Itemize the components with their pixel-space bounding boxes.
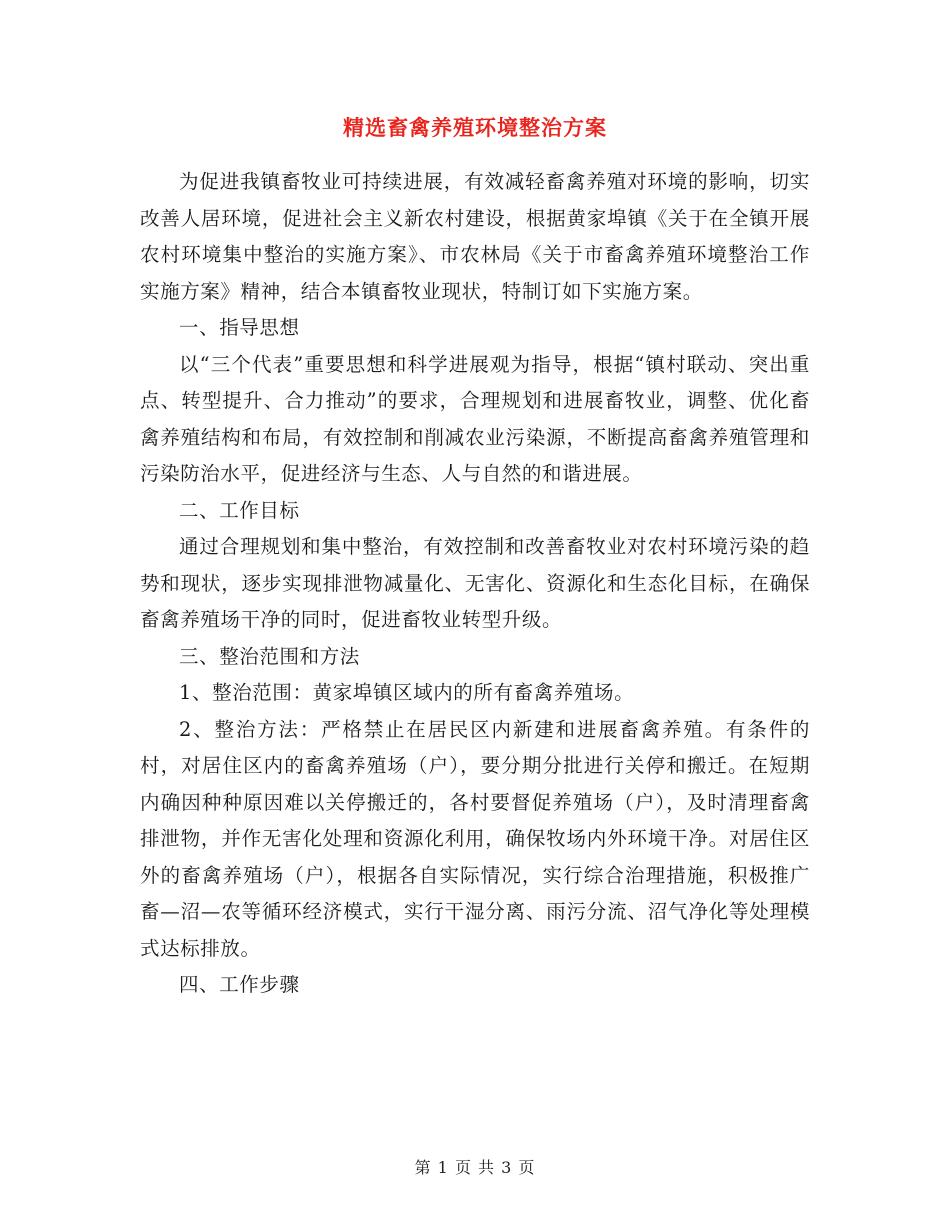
heading-scope-methods: 三、整治范围和方法: [179, 644, 360, 668]
heading-work-steps: 四、工作步骤: [179, 973, 300, 996]
heading-guiding-ideology: 一、指导思想: [179, 316, 300, 339]
paragraph-work-goals: 通过合理规划和集中整治，有效控制和改善畜牧业对农村环境污染的趋势和现状，逐步实现排泄物减量化、无害化、资源化和生态化目标，在确保畜禽养殖场干净的同时，促进畜牧业转型升级。: [140, 535, 810, 631]
paragraph-scope: 1、整治范围：黄家埠镇区域内的所有畜禽养殖场。: [179, 681, 635, 704]
paragraph-methods: 2、整治方法：严格禁止在居民区内新建和进展畜禽养殖。有条件的村，对居住区内的畜禽养殖场（户），要分期分批进行关停和搬迁。在短期内确因种种原因难以关停搬迁的，各村要督促养殖场（户），及时清理畜禽排泄物，并作无害化处理和资源化利用，确保牧场内外环境干净。对居住区外的畜禽养殖场（户），根据各自实际情况，实行综合治理措施，积极推广畜—沼—农等循环经济模式，实行干湿分离、雨污分流、沼气净化等处理模式达标排放。: [140, 717, 810, 960]
page-number: 第 1 页 共 3 页: [414, 1158, 536, 1177]
document-body: [140, 164, 810, 1004]
heading-work-goals: 二、工作目标: [179, 498, 300, 522]
paragraph-guiding-ideology: 以“三个代表”重要思想和科学进展观为指导，根据“镇村联动、突出重点、转型提升、合力推动”的要求，合理规划和进展畜牧业，调整、优化畜禽养殖结构和布局，有效控制和削减农业污染源，不断提高畜禽养殖管理和污染防治水平，促进经济与生态、人与自然的和谐进展。: [140, 352, 810, 485]
paragraph-intro: 为促进我镇畜牧业可持续进展，有效减轻畜禽养殖对环境的影响，切实改善人居环境，促进社会主义新农村建设，根据黄家埠镇《关于在全镇开展农村环境集中整治的实施方案》、市农林局《关于市畜禽养殖环境整治工作实施方案》精神，结合本镇畜牧业现状，特制订如下实施方案。: [140, 170, 810, 303]
document-title: 精选畜禽养殖环境整治方案: [343, 115, 607, 140]
